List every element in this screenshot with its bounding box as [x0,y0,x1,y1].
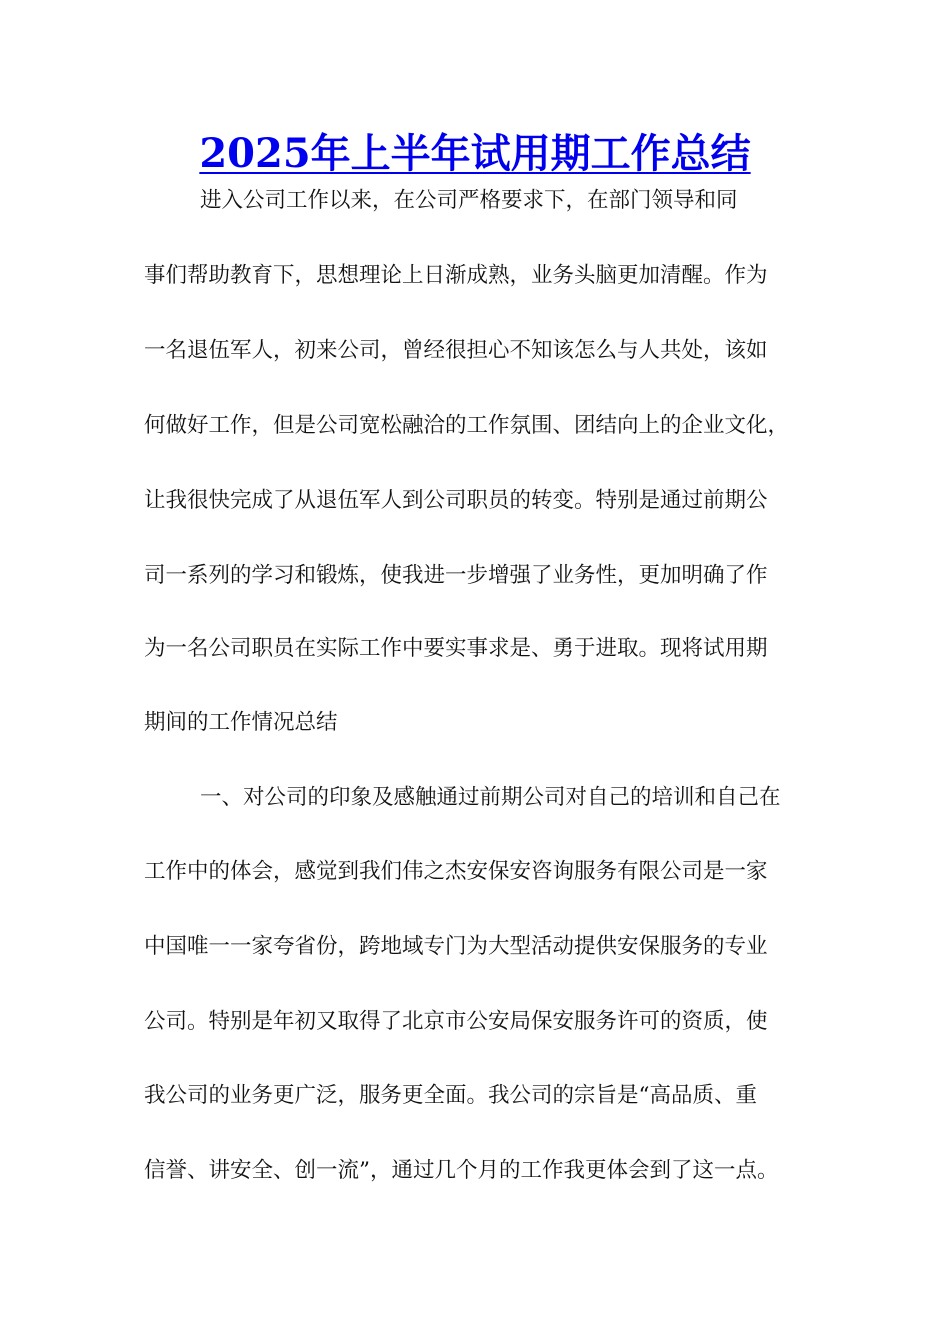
paragraph-line: 让我很快完成了从退伍军人到公司职员的转变。特别是通过前期公 [144,488,768,513]
paragraph-line: 公司。特别是年初又取得了北京市公安局保安服务许可的资质，使 [144,1009,768,1034]
paragraph-line: 信誉、讲安全、创一流”，通过几个月的工作我更体会到了这一点。 [144,1158,779,1183]
paragraph-line: 中国唯一一家夸省份，跨地域专门为大型活动提供安保服务的专业 [144,934,768,959]
paragraph-line: 一、对公司的印象及感触通过前期公司对自己的培训和自己在 [200,785,781,810]
document-title[interactable]: 2025年上半年试用期工作总结 [199,130,751,177]
paragraph-line: 为一名公司职员在实际工作中要实事求是、勇于进取。现将试用期 [144,636,768,661]
paragraph-line: 一名退伍军人，初来公司，曾经很担心不知该怎么与人共处，该如 [144,338,768,363]
paragraph-line: 事们帮助教育下，思想理论上日渐成熟，业务头脑更加清醒。作为 [144,263,768,288]
paragraph-line: 司一系列的学习和锻炼，使我进一步增强了业务性，更加明确了作 [144,563,768,588]
paragraph-line: 工作中的体会，感觉到我们伟之杰安保安咨询服务有限公司是一家 [144,859,768,884]
paragraph-line: 何做好工作，但是公司宽松融洽的工作氛围、团结向上的企业文化， [144,413,790,438]
paragraph-line: 进入公司工作以来，在公司严格要求下，在部门领导和同 [200,188,738,213]
paragraph-line: 期间的工作情况总结 [144,710,338,735]
paragraph-line: 我公司的业务更广泛，服务更全面。我公司的宗旨是“高品质、重 [144,1083,757,1108]
